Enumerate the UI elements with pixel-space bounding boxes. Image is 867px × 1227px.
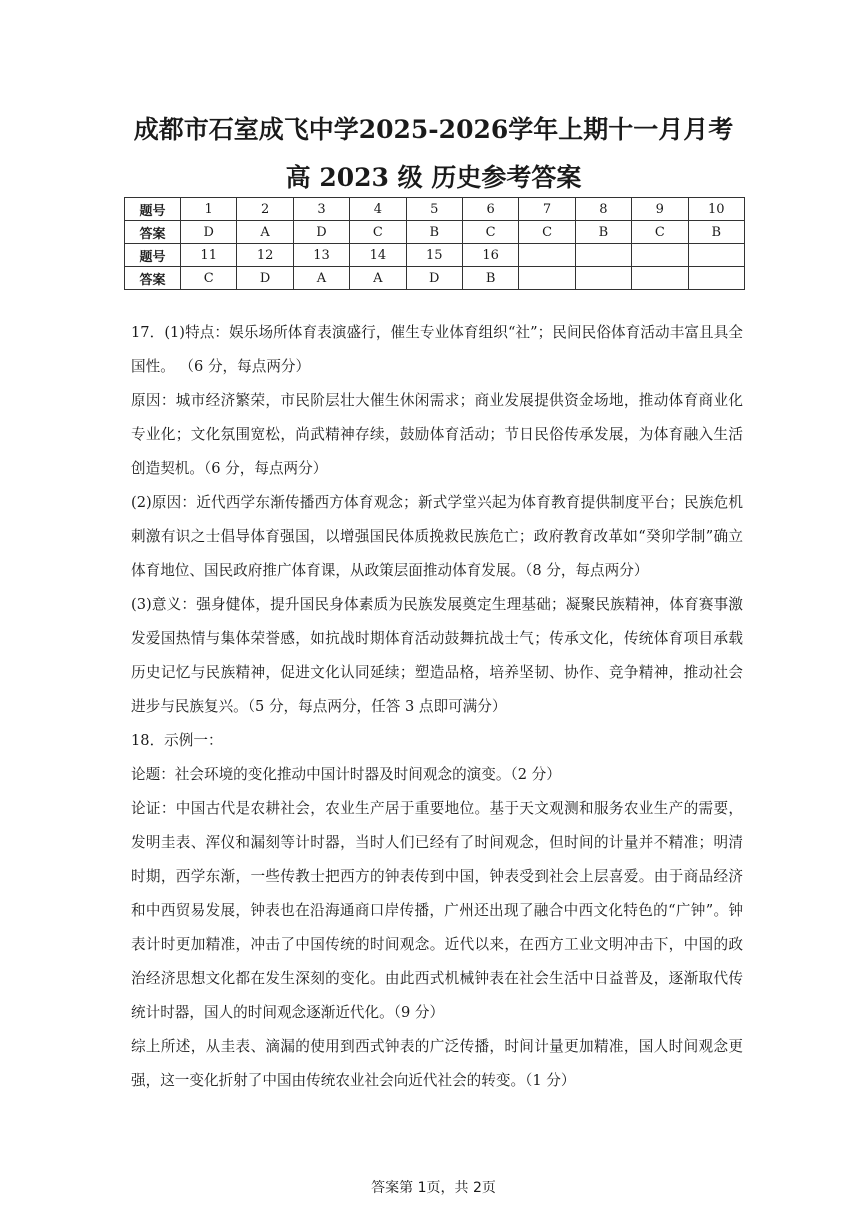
- paragraph-17-1-reasons: 原因：城市经济繁荣，市民阶层壮大催生休闲需求；商业发展提供资金场地，推动体育商业化专业化；文化氛围宽松，尚武精神存续，鼓励体育活动；节日民俗传承发展，为体育融入生活创造契机。（6 分，每点两分）: [131, 392, 743, 477]
- answer-cell: 1: [181, 198, 237, 221]
- answer-cell: 11: [181, 244, 237, 267]
- answer-cell: 16: [462, 244, 518, 267]
- answer-cell: B: [575, 221, 631, 244]
- answer-cell: C: [632, 221, 688, 244]
- answer-cell: C: [519, 221, 575, 244]
- answer-cell: 12: [237, 244, 293, 267]
- answer-cell: D: [293, 221, 349, 244]
- row-label: 答案: [125, 221, 181, 244]
- answer-cell: 15: [406, 244, 462, 267]
- answer-cell: B: [406, 221, 462, 244]
- paragraph-18-argument: 论证：中国古代是农耕社会，农业生产居于重要地位。基于天文观测和服务农业生产的需要，发明圭表、浑仪和漏刻等计时器，当时人们已经有了时间观念，但时间的计量并不精准；明清时期，西学东渐，一些传教士把西方的钟表传到中国，钟表受到社会上层喜爱。由于商品经济和中西贸易发展，钟表也在沿海通商口岸传播，广州还出现了融合中西文化特色的“广钟”。钟表计时更加精准，冲击了中国传统的时间观念。近代以来，在西方工业文明冲击下，中国的政治经济思想文化都在发生深刻的变化。由此西式机械钟表在社会生活中日益普及，逐渐取代传统计时器，国人的时间观念逐渐近代化。（9 分）: [131, 800, 743, 1021]
- answer-cell: C: [462, 221, 518, 244]
- answer-cell: D: [237, 267, 293, 290]
- row-label: 题号: [125, 244, 181, 267]
- answer-table-row: [125, 198, 745, 221]
- answer-cell: 6: [462, 198, 518, 221]
- answer-cell: A: [350, 267, 406, 290]
- row-label: 答案: [125, 267, 181, 290]
- answer-cell: B: [688, 221, 744, 244]
- document-title: 成都市石室成飞中学2025-2026学年上期十一月月考: [133, 115, 734, 144]
- answer-cell: 9: [632, 198, 688, 221]
- page-footer: 答案第 1页，共 2页: [371, 1180, 496, 1196]
- answer-content: [131, 316, 743, 1098]
- paragraph-17-1: 17．(1)特点：娱乐场所体育表演盛行，催生专业体育组织“社”；民间民俗体育活动丰富且具全国性。 （6 分，每点两分）: [131, 324, 743, 375]
- paragraph-18-conclusion: 综上所述，从圭表、滴漏的使用到西式钟表的广泛传播，时间计量更加精准，国人时间观念更强，这一变化折射了中国由传统农业社会向近代社会的转变。（1 分）: [131, 1038, 743, 1089]
- paragraph-18-thesis: 论题：社会环境的变化推动中国计时器及时间观念的演变。（2 分）: [131, 766, 561, 783]
- answer-cell: [519, 267, 575, 290]
- answer-table-row: [125, 221, 745, 244]
- answer-cell: [575, 267, 631, 290]
- answer-cell: 7: [519, 198, 575, 221]
- answer-table-row: [125, 267, 745, 290]
- answer-cell: 14: [350, 244, 406, 267]
- answer-cell: [632, 267, 688, 290]
- paragraph-17-3: (3)意义：强身健体，提升国民身体素质为民族发展奠定生理基础；凝聚民族精神，体育赛事激发爱国热情与集体荣誉感，如抗战时期体育活动鼓舞抗战士气；传承文化，传统体育项目承载历史记忆与民族精神，促进文化认同延续；塑造品格，培养坚韧、协作、竞争精神，推动社会进步与民族复兴。（5 分，每点两分，任答 3 点即可满分）: [131, 596, 743, 715]
- answer-cell: 3: [293, 198, 349, 221]
- answer-cell: B: [462, 267, 518, 290]
- answer-cell: D: [181, 221, 237, 244]
- answer-cell: [688, 267, 744, 290]
- answer-cell: [688, 244, 744, 267]
- paragraph-17-2: (2)原因：近代西学东渐传播西方体育观念；新式学堂兴起为体育教育提供制度平台；民族危机刺激有识之士倡导体育强国，以增强国民体质挽救民族危亡；政府教育改革如“癸卯学制”确立体育地位、国民政府推广体育课，从政策层面推动体育发展。（8 分，每点两分）: [131, 494, 743, 579]
- answer-cell: 8: [575, 198, 631, 221]
- answer-cell: A: [237, 221, 293, 244]
- paragraph-18-heading: 18．示例一：: [131, 732, 223, 749]
- answer-cell: C: [181, 267, 237, 290]
- answer-table-row: [125, 244, 745, 267]
- answer-cell: 4: [350, 198, 406, 221]
- answer-cell: [519, 244, 575, 267]
- answer-cell: D: [406, 267, 462, 290]
- answer-cell: 2: [237, 198, 293, 221]
- answer-cell: [632, 244, 688, 267]
- answer-table: [124, 197, 745, 290]
- answer-cell: A: [293, 267, 349, 290]
- document-subtitle: 高 2023 级 历史参考答案: [285, 163, 582, 192]
- answer-cell: 5: [406, 198, 462, 221]
- answer-cell: 13: [293, 244, 349, 267]
- answer-cell: [575, 244, 631, 267]
- row-label: 题号: [125, 198, 181, 221]
- answer-cell: C: [350, 221, 406, 244]
- answer-cell: 10: [688, 198, 744, 221]
